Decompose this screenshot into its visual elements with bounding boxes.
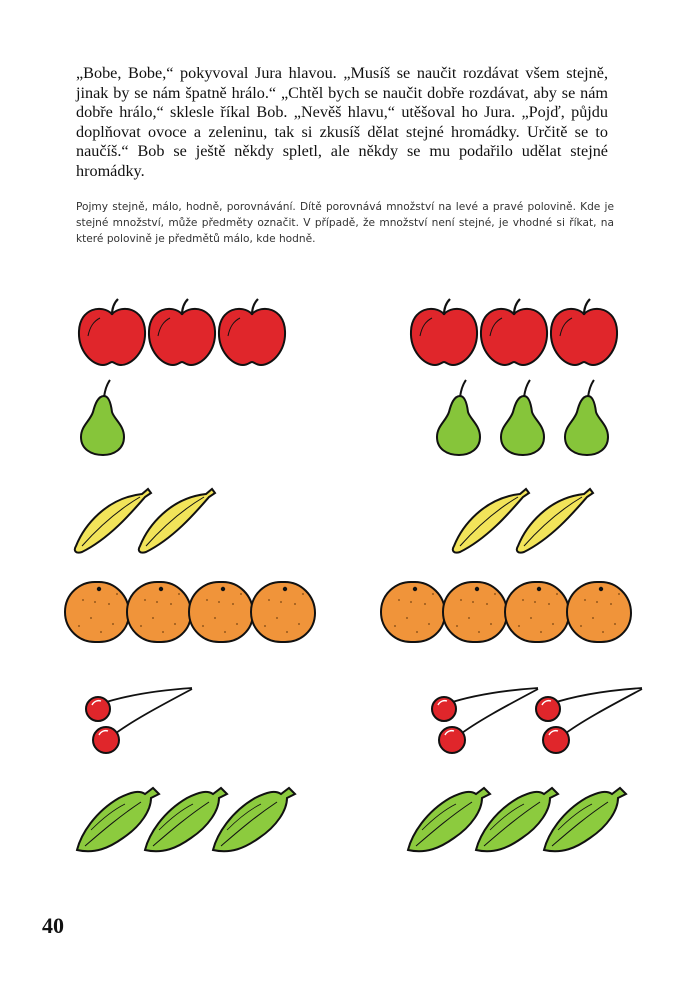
- instruction-note: Pojmy stejně, málo, hodně, porovnávání. Dítě porovnává množství na levé a pravé polovině. Kde je stejné množství, může předměty označit. V případě, že množství není stejné, je vhodné si říkat, na které polovině je předmětů málo, kde hodně.: [76, 201, 614, 245]
- banana-right-1: [453, 489, 529, 553]
- apple-right-2: [481, 299, 547, 365]
- orange-right-4: [567, 582, 631, 642]
- orange-left-4: [251, 582, 315, 642]
- pepper-left-3: [213, 788, 295, 851]
- pepper-right-3: [544, 788, 626, 851]
- pear-left-1: [81, 380, 124, 455]
- pear-right-1: [437, 380, 480, 455]
- cherry-left-1: [86, 688, 192, 753]
- apple-right-3: [551, 299, 617, 365]
- orange-left-3: [189, 582, 253, 642]
- orange-left-1: [65, 582, 129, 642]
- orange-left-2: [127, 582, 191, 642]
- apple-left-3: [219, 299, 285, 365]
- orange-right-3: [505, 582, 569, 642]
- banana-left-2: [139, 489, 215, 553]
- cherry-right-2: [536, 688, 642, 753]
- pear-right-3: [565, 380, 608, 455]
- page-number: 40: [42, 913, 64, 938]
- orange-right-1: [381, 582, 445, 642]
- apple-left-1: [79, 299, 145, 365]
- apple-right-1: [411, 299, 477, 365]
- banana-left-1: [75, 489, 151, 553]
- orange-right-2: [443, 582, 507, 642]
- banana-right-2: [517, 489, 593, 553]
- story-paragraph: „Bobe, Bobe,“ pokyvoval Jura hlavou. „Musíš se naučit rozdávat všem stejně, jinak by se nám špatně hrálo.“ „Chtěl bych se naučit dobře rozdávat, aby se nám dobře hrálo,“ sklesle říkal Bob. „Nevěš hlavu,“ utěšoval ho Jura. „Pojď, půjdu doplňovat ovoce a zeleninu, tak si zkusíš dělat stejné hromádky. Určitě se to naučíš.“ Bob se ještě někdy spletl, ale někdy se mu podařilo udělat stejné hromádky.: [76, 64, 608, 180]
- cherry-right-1: [432, 688, 538, 753]
- apple-left-2: [149, 299, 215, 365]
- pear-right-2: [501, 380, 544, 455]
